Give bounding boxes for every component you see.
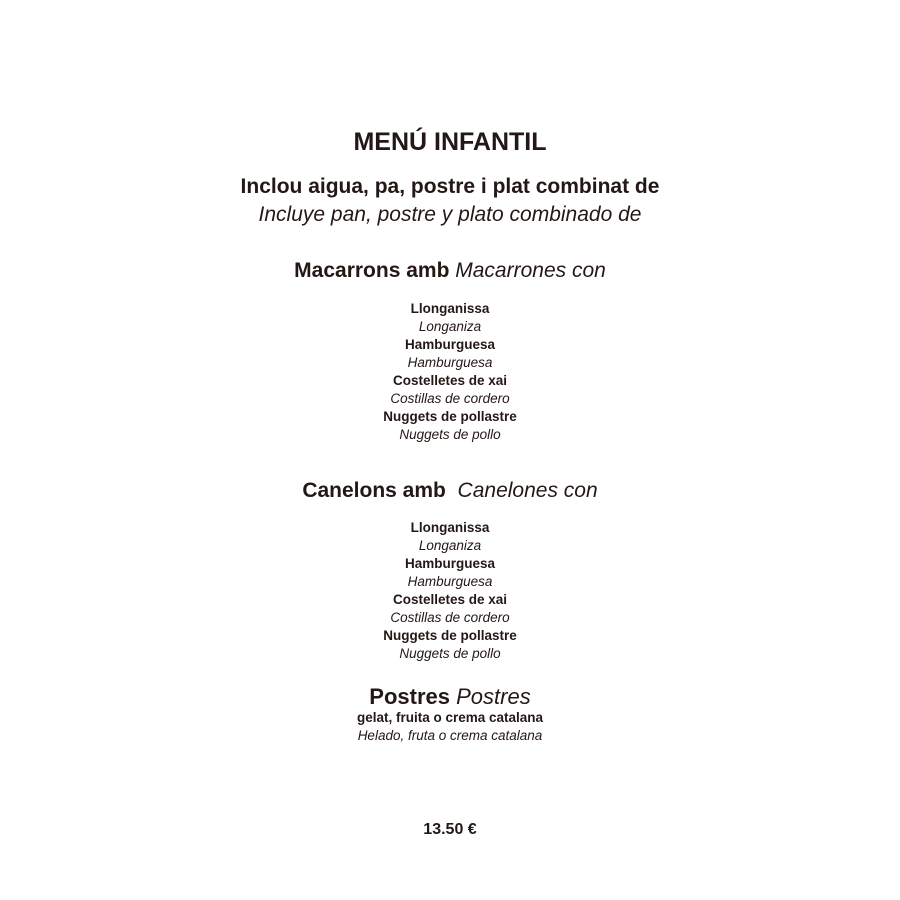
dish-catalan: Costelletes de xai	[392, 592, 508, 607]
dish-spanish: Costillas de cordero	[390, 610, 510, 625]
dessert-desc-spanish: Helado, fruta o crema catalana	[357, 728, 543, 743]
dish-spanish: Hamburguesa	[407, 355, 493, 370]
dish-spanish: Nuggets de pollo	[399, 427, 501, 442]
section-heading-spanish: Macarrones con	[455, 259, 606, 282]
dish-catalan: Hamburguesa	[404, 337, 496, 352]
section-heading-catalan: Canelons amb	[302, 479, 446, 502]
dish-catalan: Costelletes de xai	[392, 373, 508, 388]
dish-spanish: Longaniza	[418, 319, 482, 334]
section-heading-canelons	[0, 480, 900, 501]
menu-title: MENÚ INFANTIL	[353, 128, 547, 156]
section-heading-spanish: Canelones con	[457, 479, 598, 502]
dessert-heading-catalan: Postres	[369, 684, 450, 709]
section-heading-macarrons	[0, 260, 900, 281]
dish-catalan: Llonganissa	[410, 301, 490, 316]
intro-spanish: Incluye pan, postre y plato combinado de	[258, 203, 642, 226]
dessert-desc-catalan: gelat, fruita o crema catalana	[356, 710, 544, 725]
dish-spanish: Nuggets de pollo	[399, 646, 501, 661]
dish-spanish: Hamburguesa	[407, 574, 493, 589]
dish-catalan: Nuggets de pollastre	[383, 409, 517, 424]
dish-catalan: Llonganissa	[410, 520, 490, 535]
dessert-heading	[0, 686, 900, 708]
intro-catalan: Inclou aigua, pa, postre i plat combinat de	[240, 175, 660, 198]
dish-catalan: Nuggets de pollastre	[383, 628, 517, 643]
dessert-heading-spanish: Postres	[456, 684, 531, 709]
dish-catalan: Hamburguesa	[404, 556, 496, 571]
dish-spanish: Longaniza	[418, 538, 482, 553]
section-heading-catalan: Macarrons amb	[294, 259, 450, 282]
menu-price: 13.50 €	[423, 821, 477, 838]
dish-spanish: Costillas de cordero	[390, 391, 510, 406]
